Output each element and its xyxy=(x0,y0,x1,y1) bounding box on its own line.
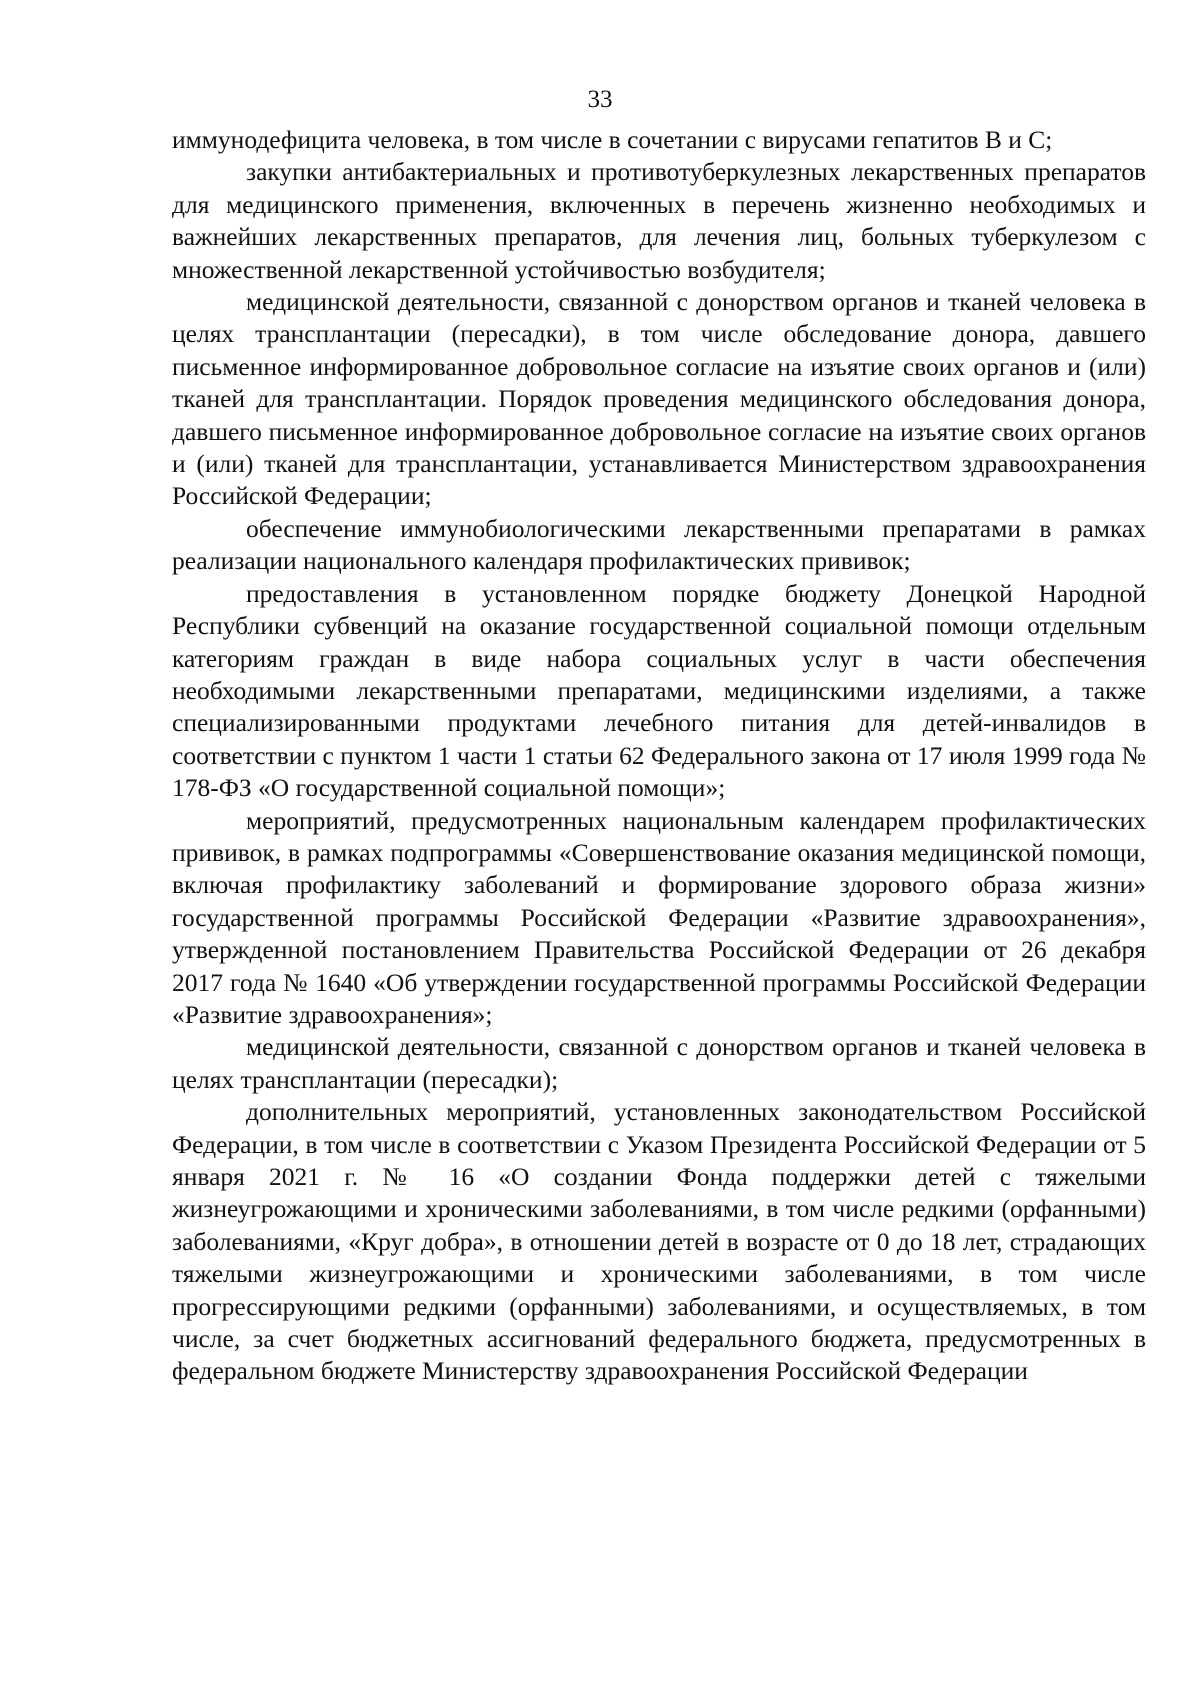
paragraph: мероприятий, предусмотренных национальным календарем профилактических прививок, в рамках подпрограммы «Совершенствование оказания медицинской помощи, включая профилактику заболеваний и формирование здорового образа жизни» государственной программы Российской Федерации «Развитие здравоохранения», утвержденной постановлением Правительства Российской Федерации от 26 декабря 2017 года № 1640 «Об утверждении государственной программы Российской Федерации «Развитие здравоохранения»; xyxy=(172,805,1146,1029)
paragraph: предоставления в установленном порядке бюджету Донецкой Народной Республики субвенций на оказание государственной социальной помощи отдельным категориям граждан в виде набора социальных услуг в части обеспечения необходимыми лекарственными препаратами, медицинскими изделиями, а также специализированными продуктами лечебного питания для детей-инвалидов в соответствии с пунктом 1 части 1 статьи 62 Федерального закона от 17 июля 1999 года № 178-ФЗ «О государственной социальной помощи»; xyxy=(172,578,1146,803)
paragraph: обеспечение иммунобиологическими лекарственными препаратами в рамках реализации национального календаря профилактических прививок; xyxy=(172,513,1146,576)
document-body xyxy=(172,124,1146,1388)
paragraph: медицинской деятельности, связанной с донорством органов и тканей человека в целях трансплантации (пересадки), в том числе обследование донора, давшего письменное информированное добровольное согласие на изъятие своих органов и (или) тканей для трансплантации. Порядок проведения медицинского обследования донора, давшего письменное информированное добровольное согласие на изъятие своих органов и (или) тканей для трансплантации, устанавливается Министерством здравоохранения Российской Федерации; xyxy=(172,287,1146,511)
page-number: 33 xyxy=(587,86,613,113)
paragraph-continuation: иммунодефицита человека, в том числе в сочетании с вирусами гепатитов В и С; xyxy=(172,125,1053,154)
paragraph: дополнительных мероприятий, установленных законодательством Российской Федерации, в том числе в соответствии с Указом Президента Российской Федерации от 5 января 2021 г. № 16 «О создании Фонда поддержки детей с тяжелыми жизнеугрожающими и хроническими заболеваниями, в том числе редкими (орфанными) заболеваниями, «Круг добра», в отношении детей в возрасте от 0 до 18 лет, страдающих тяжелыми жизнеугрожающими и хроническими заболеваниями, в том числе прогрессирующими редкими (орфанными) заболеваниями, и осуществляемых, в том числе, за счет бюджетных ассигнований федерального бюджета, предусмотренных в федеральном бюджете Министерству здравоохранения Российской Федерации xyxy=(172,1097,1146,1386)
paragraph: медицинской деятельности, связанной с донорством органов и тканей человека в целях трансплантации (пересадки); xyxy=(172,1032,1146,1094)
paragraph: закупки антибактериальных и противотуберкулезных лекарственных препаратов для медицинского применения, включенных в перечень жизненно необходимых и важнейших лекарственных препаратов, для лечения лиц, больных туберкулезом с множественной лекарственной устойчивостью возбудителя; xyxy=(172,157,1146,284)
